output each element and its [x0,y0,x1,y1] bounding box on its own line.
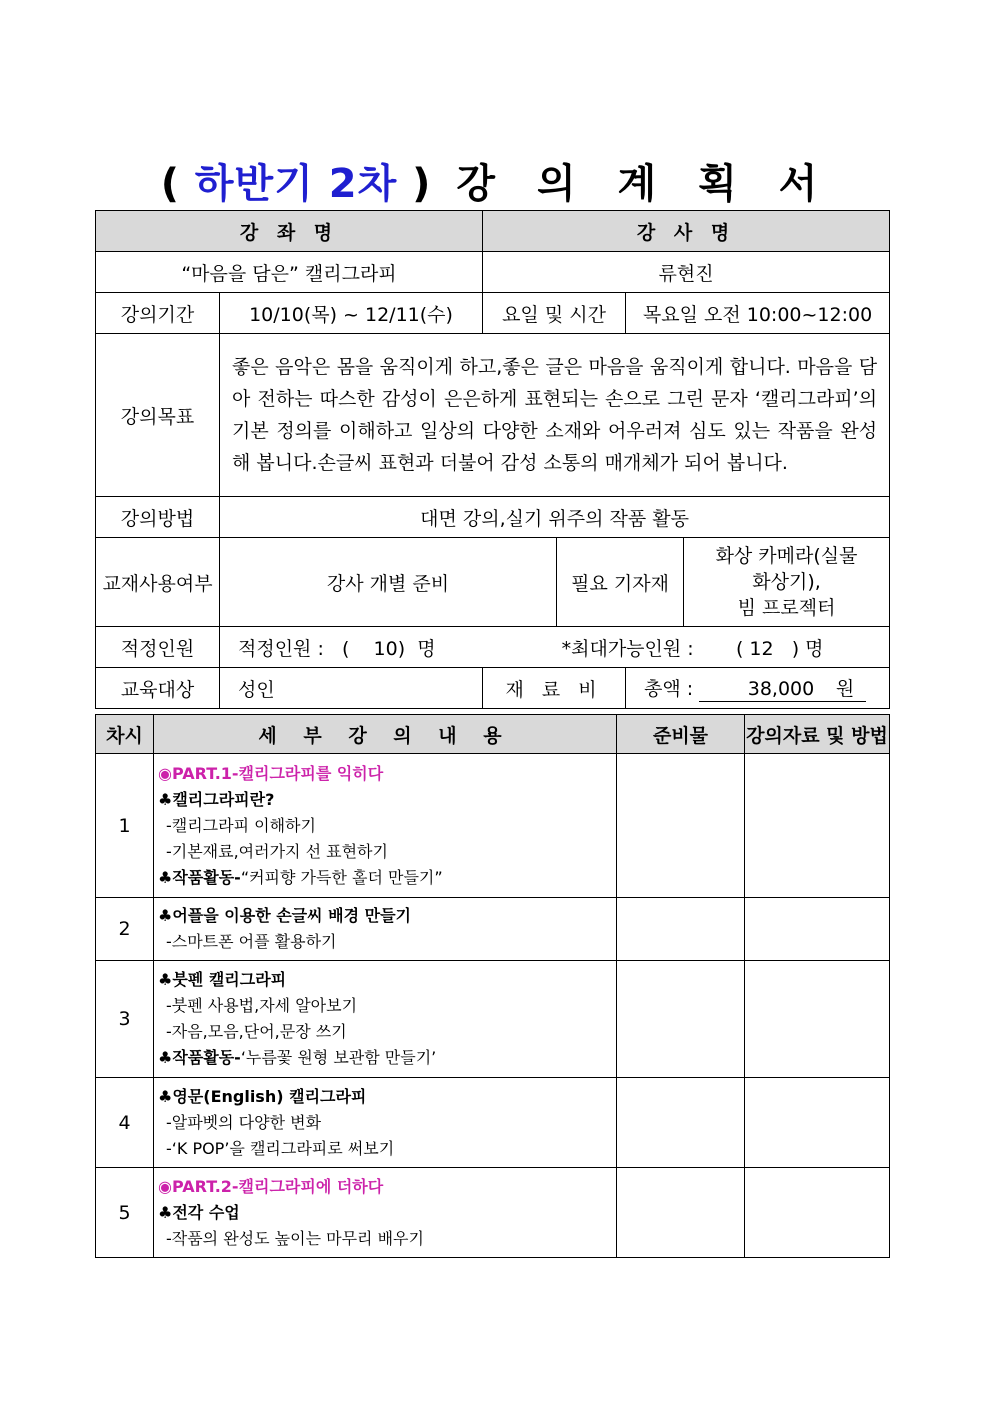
session-number: 2 [96,898,154,961]
session-detail-text: ♣전각 수업 [158,1202,240,1222]
session-detail-line [158,1045,612,1071]
capacity-value [220,627,890,668]
session-materials [617,754,745,898]
equipment-value [684,538,890,627]
session-method [745,898,890,961]
fee-amount [699,674,866,702]
textbook-value: 강사 개별 준비 [220,538,557,627]
session-detail-text: ◉PART.2-캘리그라피에 더하다 [158,1176,384,1196]
session-detail-text: -‘K POP’을 캘리그라피로 써보기 [166,1138,395,1158]
session-detail-text: -스마트폰 어플 활용하기 [166,932,337,951]
fee-value [626,668,890,709]
session-detail-text: -자음,모음,단어,문장 쓰기 [166,1022,347,1041]
session-detail-text: ♣영문(English) 캘리그라피 [158,1086,367,1106]
session-detail-line [158,1084,612,1110]
session-detail-line [158,1226,612,1252]
equipment-line-2: 화상기), [752,571,821,593]
session-detail-activity: “커피향 가득한 홀더 만들기” [240,867,443,887]
fee-amount-text: 38,000 [747,678,815,700]
lecture-plan-table [95,714,890,1258]
session-detail-line [158,1200,612,1226]
capacity-text: 적정인원 : ( 10) 명 [238,637,436,660]
lecture-plan-body [96,754,890,1258]
session-detail-line [158,929,612,955]
session-detail-line [158,1174,612,1200]
session-detail-text: ◉PART.1-캘리그라피를 익히다 [158,763,384,783]
session-detail-line [158,993,612,1019]
page-title [0,152,992,209]
session-detail-line [158,761,612,787]
title-open-paren: ( [160,161,180,207]
method-header: 강의자료 및 방법 [745,715,890,754]
session-detail [154,1168,617,1258]
textbook-label: 교재사용여부 [96,538,220,627]
goal-label: 강의목표 [96,334,220,497]
session-detail-line [158,1136,612,1162]
session-detail-text: -알파벳의 다양한 변화 [166,1112,322,1132]
session-row [96,961,890,1078]
method-value: 대면 강의,실기 위주의 작품 활동 [220,497,890,538]
capacity-label: 적정인원 [96,627,220,668]
session-detail [154,898,617,961]
session-detail-line [158,839,612,865]
fee-prefix: 총액 : [644,678,694,700]
session-number: 3 [96,961,154,1078]
session-detail-text: ♣붓펜 캘리그라피 [158,970,287,989]
schedule-value: 목요일 오전 10:00~12:00 [626,293,890,334]
session-detail-text: -캘리그라피 이해하기 [166,815,316,835]
instructor-header: 강 사 명 [483,211,890,252]
fee-unit: 원 [835,678,855,700]
period-label: 강의기간 [96,293,220,334]
session-detail-line [158,787,612,813]
session-detail-text: ♣어플을 이용한 손글씨 배경 만들기 [158,906,412,925]
equipment-line-1: 화상 카메라(실물 [715,545,858,567]
period-value: 10/10(목) ~ 12/11(수) [220,293,483,334]
course-name: “마음을 담은” 캘리그라피 [96,252,483,293]
session-detail-line [158,813,612,839]
materials-header: 준비물 [617,715,745,754]
session-detail-line [158,903,612,929]
session-materials [617,898,745,961]
session-header: 차시 [96,715,154,754]
session-detail-text: ♣작품활동- [158,1048,241,1067]
session-method [745,1168,890,1258]
session-number: 5 [96,1168,154,1258]
session-detail-text: -작품의 완성도 높이는 마무리 배우기 [166,1228,424,1248]
session-method [745,961,890,1078]
fee-label: 재 료 비 [483,668,626,709]
content-header: 세 부 강 의 내 용 [154,715,617,754]
session-detail-line [158,967,612,993]
course-info-table [95,210,890,709]
session-detail-text: -기본재료,여러가지 선 표현하기 [166,841,388,861]
instructor-name: 류현진 [483,252,890,293]
target-value: 성인 [220,668,483,709]
session-detail-activity: ‘누름꽃 원형 보관함 만들기’ [240,1048,437,1067]
session-detail-text: ♣작품활동- [158,867,241,887]
session-materials [617,961,745,1078]
goal-text: 좋은 음악은 몸을 움직이게 하고,좋은 글은 마음을 움직이게 합니다. 마음을 담아 전하는 따스한 감성이 은은하게 표현되는 손으로 그린 문자 ‘캘리그라피’의 기본 정의를 이해하고 일상의 다양한 소재와 어우러져 심도 있는 작품을 완성해 봅니다.손글씨 표현과 더불어 감성 소통의 매개체가 되어 봅니다. [220,334,890,497]
session-detail-line [158,1110,612,1136]
session-number: 1 [96,754,154,898]
session-row [96,1168,890,1258]
session-row [96,754,890,898]
equipment-label: 필요 기자재 [557,538,684,627]
schedule-label: 요일 및 시간 [483,293,626,334]
session-detail [154,1078,617,1168]
method-label: 강의방법 [96,497,220,538]
session-row [96,1078,890,1168]
session-detail [154,961,617,1078]
title-keyword: 강 의 계 획 서 [456,161,832,207]
session-detail-text: -붓펜 사용법,자세 알아보기 [166,996,358,1015]
session-materials [617,1168,745,1258]
session-detail-line [158,1019,612,1045]
title-semester: 하반기 2차 [194,161,398,207]
session-row [96,898,890,961]
max-capacity-text: *최대가능인원 : ( 12 ) 명 [561,637,824,660]
equipment-line-3: 빔 프로젝터 [737,597,836,619]
session-number: 4 [96,1078,154,1168]
session-detail [154,754,617,898]
session-method [745,1078,890,1168]
title-close-paren: ) [412,161,432,207]
session-materials [617,1078,745,1168]
session-detail-text: ♣캘리그라피란? [158,789,275,809]
session-method [745,754,890,898]
course-name-header: 강 좌 명 [96,211,483,252]
session-detail-line [158,865,612,891]
target-label: 교육대상 [96,668,220,709]
